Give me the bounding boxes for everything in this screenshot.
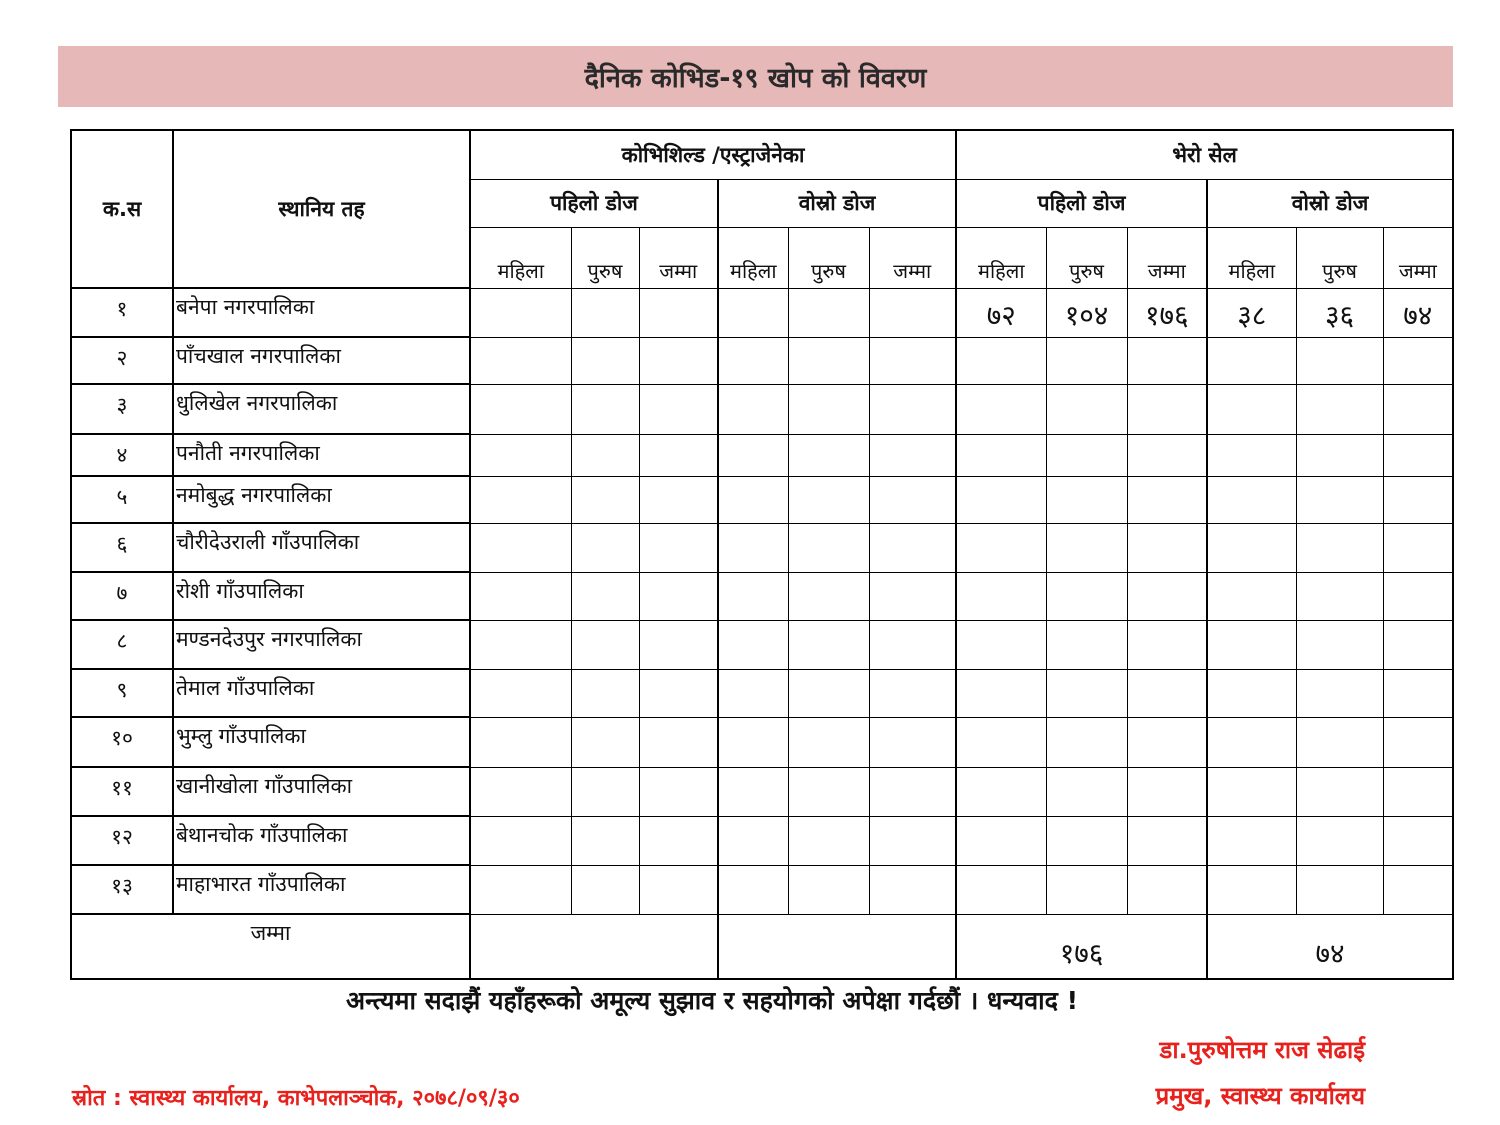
dose-count-cell [1127, 337, 1207, 384]
dose-count-cell [718, 620, 788, 669]
header-male: पुरुष [1296, 227, 1383, 288]
table-row [71, 434, 1453, 476]
dose-count-cell [1383, 337, 1453, 384]
header-vero-first-dose: पहिलो डोज [956, 179, 1207, 227]
dose-count-cell [1046, 337, 1127, 384]
header-female: महिला [718, 227, 788, 288]
dose-count-cell [571, 669, 639, 717]
dose-count-cell [718, 816, 788, 865]
dose-count-cell [571, 384, 639, 434]
dose-count-cell [470, 384, 571, 434]
dose-count-cell [1383, 434, 1453, 476]
dose-count-cell [788, 669, 869, 717]
dose-count-cell: १०४ [1046, 288, 1127, 337]
dose-count-cell [1296, 434, 1383, 476]
title-banner [58, 46, 1453, 107]
serial-number-cell: ६ [71, 523, 173, 572]
header-total: जम्मा [1127, 227, 1207, 288]
dose-count-cell [571, 767, 639, 816]
table-row [71, 865, 1453, 914]
dose-count-cell [869, 572, 956, 620]
dose-count-cell [571, 717, 639, 767]
dose-count-cell [470, 337, 571, 384]
local-level-cell: बेथानचोक गाँउपालिका [173, 816, 470, 865]
header-row-vaccines [71, 130, 1453, 179]
table-row [71, 288, 1453, 337]
dose-count-cell [869, 767, 956, 816]
dose-count-cell [1046, 767, 1127, 816]
dose-count-cell [718, 337, 788, 384]
local-level-cell: पाँचखाल नगरपालिका [173, 337, 470, 384]
dose-count-cell [1296, 476, 1383, 523]
dose-count-cell [639, 717, 718, 767]
signatory-designation: प्रमुख, स्वास्थ्य कार्यालय [1155, 1082, 1365, 1110]
table-row [71, 669, 1453, 717]
dose-count-cell [1127, 865, 1207, 914]
total-covishield-first-dose [470, 914, 718, 979]
dose-count-cell [788, 572, 869, 620]
dose-count-cell [788, 767, 869, 816]
dose-count-cell [1046, 384, 1127, 434]
table-row [71, 572, 1453, 620]
dose-count-cell [1207, 434, 1296, 476]
dose-count-cell [1296, 337, 1383, 384]
dose-count-cell [869, 523, 956, 572]
dose-count-cell [470, 476, 571, 523]
dose-count-cell [956, 572, 1046, 620]
table-row [71, 620, 1453, 669]
dose-count-cell [956, 865, 1046, 914]
dose-count-cell [1127, 476, 1207, 523]
header-vaccine-covishield: कोभिशिल्ड /एस्ट्राजेनेका [470, 130, 956, 179]
dose-count-cell [470, 620, 571, 669]
serial-number-cell: ५ [71, 476, 173, 523]
header-female: महिला [470, 227, 571, 288]
dose-count-cell [1383, 620, 1453, 669]
dose-count-cell [788, 865, 869, 914]
dose-count-cell [470, 865, 571, 914]
dose-count-cell [718, 865, 788, 914]
local-level-cell: तेमाल गाँउपालिका [173, 669, 470, 717]
dose-count-cell [1127, 434, 1207, 476]
dose-count-cell [718, 434, 788, 476]
table-body [71, 288, 1453, 914]
header-male: पुरुष [788, 227, 869, 288]
dose-count-cell [470, 669, 571, 717]
dose-count-cell [571, 476, 639, 523]
dose-count-cell [1207, 767, 1296, 816]
signatory-name: डा.पुरुषोत्तम राज सेढाई [1159, 1036, 1365, 1064]
dose-count-cell [1383, 717, 1453, 767]
dose-count-cell [470, 288, 571, 337]
dose-count-cell: १७६ [1127, 288, 1207, 337]
table-row [71, 384, 1453, 434]
table-row [71, 816, 1453, 865]
dose-count-cell [639, 523, 718, 572]
dose-count-cell [1207, 669, 1296, 717]
dose-count-cell [869, 816, 956, 865]
dose-count-cell [470, 717, 571, 767]
dose-count-cell [1383, 669, 1453, 717]
header-female: महिला [1207, 227, 1296, 288]
dose-count-cell [470, 767, 571, 816]
dose-count-cell [1046, 434, 1127, 476]
local-level-cell: बनेपा नगरपालिका [173, 288, 470, 337]
signature-block [945, 1030, 1365, 1122]
serial-number-cell: ८ [71, 620, 173, 669]
header-vero-second-dose: वोस्रो डोज [1207, 179, 1453, 227]
dose-count-cell [1046, 572, 1127, 620]
dose-count-cell [869, 669, 956, 717]
local-level-cell: माहाभारत गाँउपालिका [173, 865, 470, 914]
local-level-cell: पनौती नगरपालिका [173, 434, 470, 476]
dose-count-cell [1207, 572, 1296, 620]
header-total: जम्मा [869, 227, 956, 288]
dose-count-cell [956, 620, 1046, 669]
closing-note: अन्त्यमा सदाझैं यहाँहरूको अमूल्य सुझाव र सहयोगको अपेक्षा गर्दछौं । धन्यवाद ! [345, 986, 1079, 1015]
table-row [71, 337, 1453, 384]
dose-count-cell [571, 816, 639, 865]
dose-count-cell [639, 865, 718, 914]
total-row [71, 914, 1453, 979]
dose-count-cell [571, 337, 639, 384]
table-row [71, 523, 1453, 572]
table-header [71, 130, 1453, 288]
dose-count-cell [1127, 572, 1207, 620]
dose-count-cell [1383, 816, 1453, 865]
dose-count-cell [1127, 816, 1207, 865]
dose-count-cell [788, 288, 869, 337]
dose-count-cell [1127, 620, 1207, 669]
dose-count-cell [571, 288, 639, 337]
dose-count-cell [788, 816, 869, 865]
dose-count-cell [1127, 523, 1207, 572]
dose-count-cell [470, 816, 571, 865]
dose-count-cell [1207, 337, 1296, 384]
dose-count-cell [718, 523, 788, 572]
dose-count-cell [639, 434, 718, 476]
table-row [71, 476, 1453, 523]
dose-count-cell [1383, 572, 1453, 620]
dose-count-cell [1207, 865, 1296, 914]
serial-number-cell: २ [71, 337, 173, 384]
dose-count-cell [470, 572, 571, 620]
dose-count-cell [639, 816, 718, 865]
dose-count-cell [788, 337, 869, 384]
dose-count-cell [639, 476, 718, 523]
dose-count-cell [639, 384, 718, 434]
serial-number-cell: ४ [71, 434, 173, 476]
dose-count-cell [1207, 816, 1296, 865]
dose-count-cell [956, 816, 1046, 865]
dose-count-cell [1296, 816, 1383, 865]
dose-count-cell [1046, 476, 1127, 523]
dose-count-cell [1383, 865, 1453, 914]
dose-count-cell [956, 669, 1046, 717]
total-label: जम्मा [71, 914, 470, 979]
dose-count-cell [1046, 620, 1127, 669]
dose-count-cell [718, 717, 788, 767]
dose-count-cell [1383, 384, 1453, 434]
page-title: दैनिक कोभिड-१९ खोप को विवरण [584, 63, 927, 94]
dose-count-cell [1296, 523, 1383, 572]
dose-count-cell [571, 865, 639, 914]
header-local-level: स्थानिय तह [173, 130, 470, 288]
dose-count-cell [571, 572, 639, 620]
dose-count-cell [571, 523, 639, 572]
dose-count-cell [1207, 717, 1296, 767]
source-note: स्रोत : स्वास्थ्य कार्यालय, काभेपलाञ्चोक, २०७८/०९/३० [72, 1086, 520, 1111]
total-vero-first-dose: १७६ [956, 914, 1207, 979]
table-row [71, 767, 1453, 816]
dose-count-cell [1207, 620, 1296, 669]
dose-count-cell [470, 434, 571, 476]
dose-count-cell [1207, 476, 1296, 523]
dose-count-cell [1296, 572, 1383, 620]
dose-count-cell [869, 434, 956, 476]
local-level-cell: चौरीदेउराली गाँउपालिका [173, 523, 470, 572]
dose-count-cell [1046, 865, 1127, 914]
dose-count-cell [718, 384, 788, 434]
local-level-cell: खानीखोला गाँउपालिका [173, 767, 470, 816]
dose-count-cell [639, 620, 718, 669]
local-level-cell: रोशी गाँउपालिका [173, 572, 470, 620]
dose-count-cell [1046, 669, 1127, 717]
serial-number-cell: १ [71, 288, 173, 337]
dose-count-cell [1383, 767, 1453, 816]
dose-count-cell [869, 476, 956, 523]
dose-count-cell [571, 434, 639, 476]
dose-count-cell [718, 767, 788, 816]
local-level-cell: धुलिखेल नगरपालिका [173, 384, 470, 434]
dose-count-cell: ३६ [1296, 288, 1383, 337]
dose-count-cell [956, 717, 1046, 767]
dose-count-cell [1046, 717, 1127, 767]
dose-count-cell [1046, 523, 1127, 572]
total-vero-second-dose: ७४ [1207, 914, 1453, 979]
header-vaccine-vero-cell: भेरो सेल [956, 130, 1453, 179]
dose-count-cell [1296, 620, 1383, 669]
dose-count-cell: ३८ [1207, 288, 1296, 337]
table-row [71, 717, 1453, 767]
dose-count-cell [1127, 384, 1207, 434]
header-female: महिला [956, 227, 1046, 288]
serial-number-cell: ११ [71, 767, 173, 816]
local-level-cell: नमोबुद्ध नगरपालिका [173, 476, 470, 523]
dose-count-cell [718, 572, 788, 620]
header-serial-number: क.स [71, 130, 173, 288]
dose-count-cell [788, 620, 869, 669]
dose-count-cell [1046, 816, 1127, 865]
dose-count-cell [956, 767, 1046, 816]
header-total: जम्मा [639, 227, 718, 288]
dose-count-cell [956, 476, 1046, 523]
header-male: पुरुष [1046, 227, 1127, 288]
dose-count-cell [956, 434, 1046, 476]
dose-count-cell [1207, 384, 1296, 434]
dose-count-cell [788, 434, 869, 476]
table-footer [71, 914, 1453, 979]
dose-count-cell [1383, 523, 1453, 572]
dose-count-cell [639, 337, 718, 384]
dose-count-cell [571, 620, 639, 669]
dose-count-cell [788, 476, 869, 523]
dose-count-cell [470, 523, 571, 572]
dose-count-cell [956, 337, 1046, 384]
dose-count-cell [956, 384, 1046, 434]
serial-number-cell: १० [71, 717, 173, 767]
dose-count-cell [1207, 523, 1296, 572]
dose-count-cell [869, 717, 956, 767]
dose-count-cell [869, 865, 956, 914]
local-level-cell: मण्डनदेउपुर नगरपालिका [173, 620, 470, 669]
dose-count-cell [869, 620, 956, 669]
vaccination-table [70, 129, 1454, 980]
dose-count-cell [869, 337, 956, 384]
dose-count-cell: ७२ [956, 288, 1046, 337]
serial-number-cell: ७ [71, 572, 173, 620]
dose-count-cell [1127, 669, 1207, 717]
dose-count-cell: ७४ [1383, 288, 1453, 337]
dose-count-cell [639, 767, 718, 816]
dose-count-cell [1296, 384, 1383, 434]
dose-count-cell [788, 384, 869, 434]
header-covishield-second-dose: वोस्रो डोज [718, 179, 956, 227]
dose-count-cell [869, 288, 956, 337]
serial-number-cell: ९ [71, 669, 173, 717]
dose-count-cell [718, 669, 788, 717]
header-covishield-first-dose: पहिलो डोज [470, 179, 718, 227]
dose-count-cell [1296, 767, 1383, 816]
dose-count-cell [718, 476, 788, 523]
dose-count-cell [1296, 865, 1383, 914]
dose-count-cell [639, 572, 718, 620]
dose-count-cell [639, 288, 718, 337]
dose-count-cell [869, 384, 956, 434]
serial-number-cell: ३ [71, 384, 173, 434]
local-level-cell: भुम्लु गाँउपालिका [173, 717, 470, 767]
dose-count-cell [639, 669, 718, 717]
total-covishield-second-dose [718, 914, 956, 979]
dose-count-cell [1296, 669, 1383, 717]
dose-count-cell [788, 523, 869, 572]
serial-number-cell: १२ [71, 816, 173, 865]
serial-number-cell: १३ [71, 865, 173, 914]
header-total: जम्मा [1383, 227, 1453, 288]
dose-count-cell [1127, 717, 1207, 767]
dose-count-cell [788, 717, 869, 767]
header-male: पुरुष [571, 227, 639, 288]
dose-count-cell [1127, 767, 1207, 816]
dose-count-cell [956, 523, 1046, 572]
dose-count-cell [1383, 476, 1453, 523]
dose-count-cell [718, 288, 788, 337]
dose-count-cell [1296, 717, 1383, 767]
